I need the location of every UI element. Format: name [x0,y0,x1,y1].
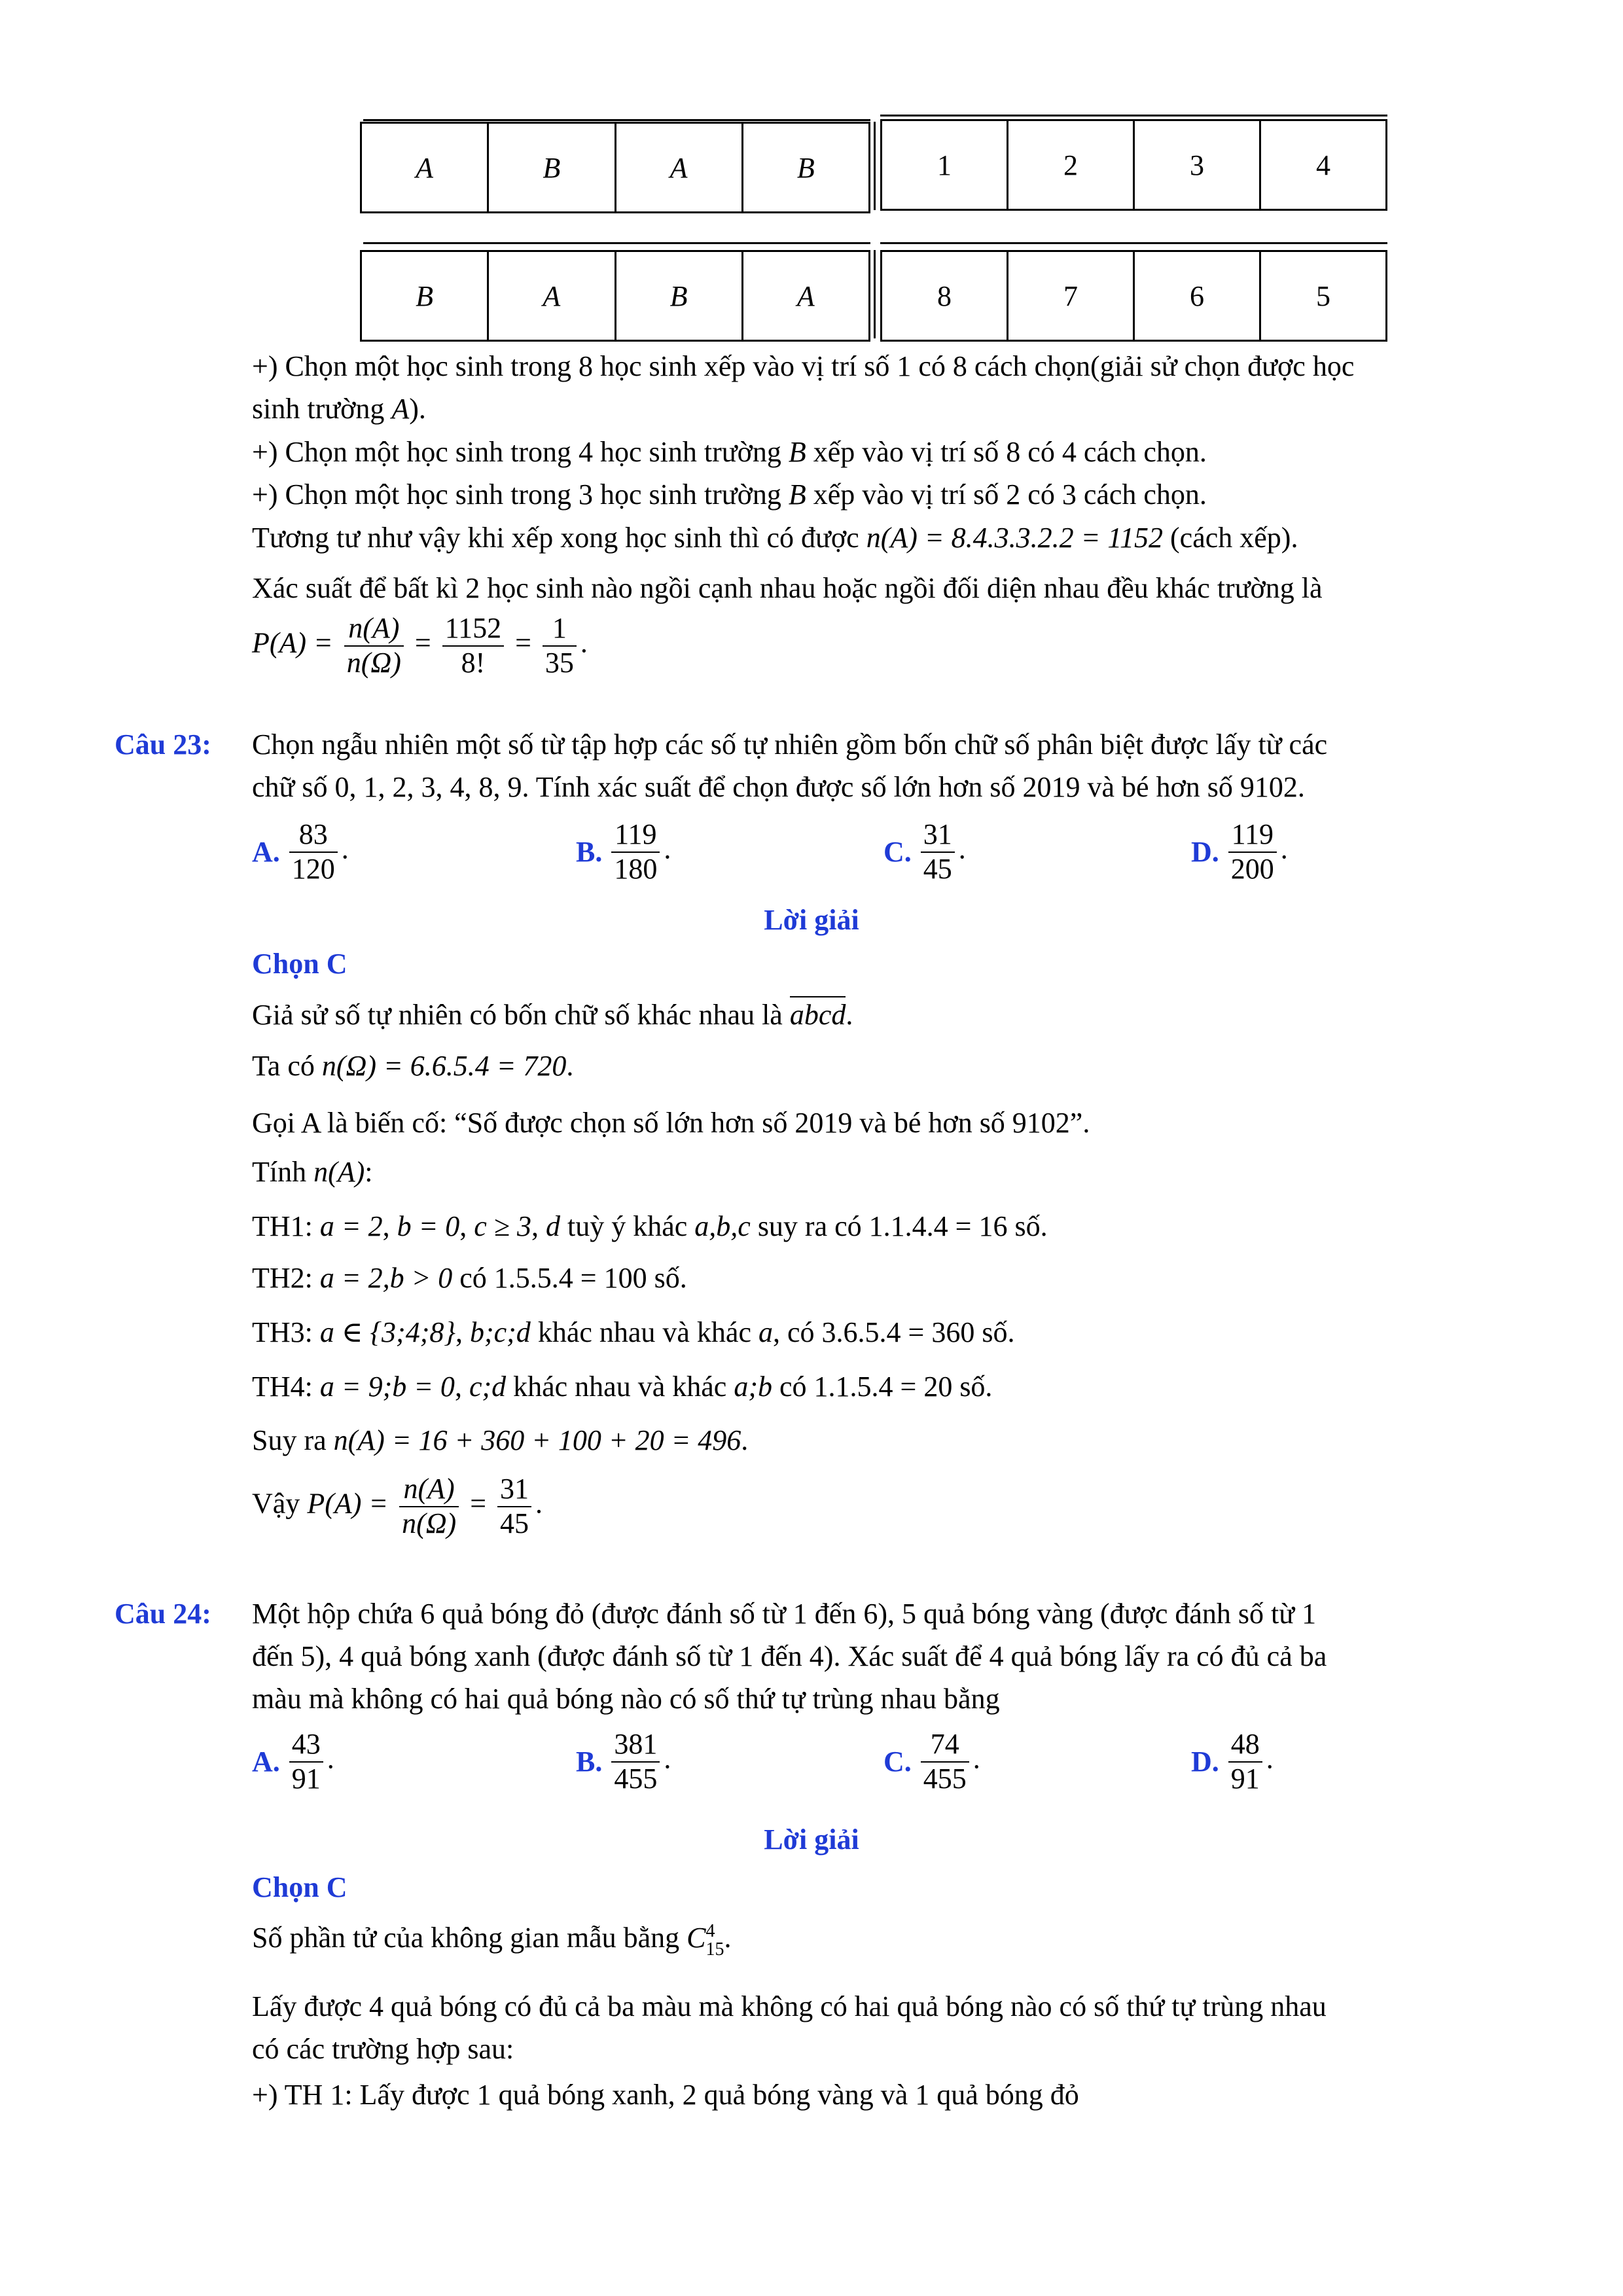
table-cell: A [488,251,615,341]
seating-table-top-right [880,119,1387,211]
option-c: C. $\frac{31}{45}$ . [883,818,966,885]
probability-formula: P(A) = $\frac{n(A)}{n(\Omega)}$ = $\frac{1152}{8!}$ = $\frac{1}{35}$ . [252,612,588,679]
question-23-label: Câu 23: [115,728,211,761]
question-24-text: Một hộp chứa 6 quả bóng đỏ (được đánh số từ 1 đến 6), 5 quả bóng vàng (được đánh số từ 1 [252,1598,1317,1630]
final-probability: Vậy P(A) = $\frac{n(A)}{n(\Omega)}$ = $\frac{31}{45}$ . [252,1473,543,1539]
rule-mid-left [363,242,870,244]
fraction: $\frac{1}{35}$ [543,612,577,679]
rule-mid-right [880,242,1387,244]
solution-line: Số phần tử của không gian mẫu bằng C4 15. [252,1920,732,1960]
solution-line: có các trường hợp sau: [252,2033,514,2065]
solution-line: +) TH 1: Lấy được 1 quả bóng xanh, 2 quả bóng vàng và 1 quả bóng đỏ [252,2079,1079,2111]
case-4: TH4: a = 9;b = 0, c;d khác nhau và khác a;b có 1.1.5.4 = 20 số. [252,1371,993,1403]
option-c: C. $\frac{74}{455}$ . [883,1728,980,1795]
question-23-text: chữ số 0, 1, 2, 3, 4, 8, 9. Tính xác suất để chọn được số lớn hơn số 2019 và bé hơn số 9102. [252,771,1305,803]
table-cell: B [361,251,488,341]
prev-line-3: +) Chọn một học sinh trong 4 học sinh trường B xếp vào vị trí số 8 có 4 cách chọn. [252,436,1207,468]
fraction: $\frac{n(A)}{n(\Omega)}$ [344,612,404,679]
double-divider [874,250,876,338]
table-cell: B [615,251,742,341]
table-cell: 6 [1134,251,1260,341]
option-b: B. $\frac{381}{455}$ . [576,1728,671,1795]
table-cell: B [742,123,869,213]
option-d: D. $\frac{119}{200}$ . [1191,818,1288,885]
table-cell: 2 [1008,120,1134,210]
double-divider [874,122,876,210]
table-cell: A [361,123,488,213]
answer-choice: Chọn C [252,1871,348,1903]
solution-line: Suy ra n(A) = 16 + 360 + 100 + 20 = 496. [252,1424,749,1456]
table-cell: 8 [882,251,1008,341]
option-d: D. $\frac{48}{91}$ . [1191,1728,1274,1795]
solution-line: Lấy được 4 quả bóng có đủ cả ba màu mà không có hai quả bóng nào có số thứ tự trùng nhau [252,1990,1327,2022]
solution-line: Gọi A là biến cố: “Số được chọn số lớn hơn số 2019 và bé hơn số 9102”. [252,1107,1090,1139]
question-24-text: màu mà không có hai quả bóng nào có số thứ tự trùng nhau bằng [252,1683,1000,1715]
question-23-text: Chọn ngẫu nhiên một số từ tập hợp các số tự nhiên gồm bốn chữ số phân biệt được lấy từ các [252,728,1328,761]
rule-top-right [880,115,1387,117]
option-a: A. $\frac{83}{120}$ . [252,818,349,885]
table-cell: 4 [1260,120,1387,210]
solution-line: Giả sử số tự nhiên có bốn chữ số khác nhau là abcd. [252,998,853,1033]
solution-title: Lời giải [764,904,859,936]
prev-line-6: Xác suất để bất kì 2 học sinh nào ngồi cạnh nhau hoặc ngồi đối diện nhau đều khác trường là [252,572,1323,604]
table-cell: 3 [1134,120,1260,210]
table-cell: A [615,123,742,213]
case-3: TH3: a ∈ {3;4;8}, b;c;d khác nhau và khác a, có 3.6.5.4 = 360 số. [252,1316,1015,1348]
table-cell: 1 [882,120,1008,210]
solution-line: Ta có n(Ω) = 6.6.5.4 = 720. [252,1050,574,1082]
seating-table-bottom-right [880,250,1387,342]
fraction: $\frac{1152}{8!}$ [442,612,504,679]
seating-table-bottom-left [360,250,870,342]
case-1: TH1: a = 2, b = 0, c ≥ 3, d tuỳ ý khác a,b,c suy ra có 1.1.4.4 = 16 số. [252,1210,1048,1242]
prev-line-1: +) Chọn một học sinh trong 8 học sinh xếp vào vị trí số 1 có 8 cách chọn(giải sử chọn được học [252,350,1355,382]
table-cell: 5 [1260,251,1387,341]
prev-line-5: Tương tư như vậy khi xếp xong học sinh thì có được n(A) = 8.4.3.3.2.2 = 1152 (cách xếp). [252,522,1298,554]
solution-line: Tính n(A): [252,1156,373,1188]
table-cell: B [488,123,615,213]
seating-table-top-left [360,122,870,213]
solution-title: Lời giải [764,1823,859,1856]
question-24-label: Câu 24: [115,1598,211,1630]
table-cell: A [742,251,869,341]
prev-line-4: +) Chọn một học sinh trong 3 học sinh trường B xếp vào vị trí số 2 có 3 cách chọn. [252,478,1207,511]
table-cell: 7 [1008,251,1134,341]
option-a: A. $\frac{43}{91}$ . [252,1728,334,1795]
prev-line-2: sinh trường A). [252,393,426,425]
rule-top-left [363,119,870,121]
case-2: TH2: a = 2,b > 0 có 1.5.5.4 = 100 số. [252,1262,687,1294]
question-24-text: đến 5), 4 quả bóng xanh (được đánh số từ 1 đến 4). Xác suất để 4 quả bóng lấy ra có đủ cả ba [252,1640,1327,1672]
answer-choice: Chọn C [252,948,348,980]
option-b: B. $\frac{119}{180}$ . [576,818,671,885]
